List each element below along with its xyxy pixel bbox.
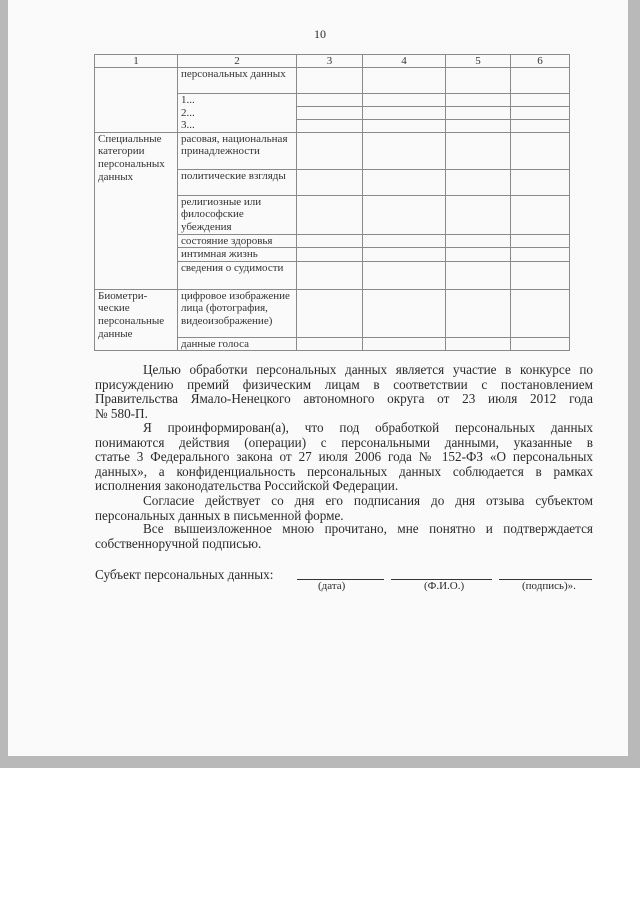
empty-cell	[511, 289, 570, 337]
empty-cell	[446, 289, 511, 337]
empty-cell	[363, 68, 446, 94]
empty-cell	[363, 132, 446, 169]
paragraph-consent	[95, 494, 593, 523]
empty-cell	[511, 234, 570, 248]
text-line: Все вышеизложенное мною прочитано, мне понятно и подтверждается	[143, 521, 593, 536]
empty-cell	[297, 68, 363, 94]
item-cell: интимная жизнь	[178, 248, 297, 262]
empty-cell	[511, 132, 570, 169]
item-cell: персональных данных	[178, 68, 297, 94]
empty-cell	[446, 68, 511, 94]
category-cell: Биометри-ческие персональные данные	[95, 289, 178, 351]
empty-cell	[511, 119, 570, 132]
item-cell: состояние здоровья	[178, 234, 297, 248]
empty-cell	[297, 337, 363, 351]
item-cell: политические взгляды	[178, 169, 297, 195]
text-line: присуждению премий физическим лицам в соответствии с постановлением	[95, 376, 593, 392]
empty-cell	[511, 107, 570, 119]
empty-cell	[297, 195, 363, 234]
empty-cell	[363, 107, 446, 119]
empty-cell	[297, 234, 363, 248]
page-number: 10	[314, 27, 326, 41]
empty-cell	[446, 248, 511, 262]
paragraph-informed	[95, 421, 593, 494]
empty-cell	[511, 337, 570, 351]
empty-cell	[446, 169, 511, 195]
empty-cell	[297, 248, 363, 262]
text-line: данных», а конфиденциальность персональных данных соблюдается в рамках	[95, 463, 593, 479]
empty-cell	[446, 94, 511, 107]
item-cell: религиозные или философские убеждения	[178, 195, 297, 234]
text-line: понимаются действия (операции) с персональными данными, указанные в	[95, 434, 593, 450]
signature-label: Субъект персональных данных:	[95, 567, 274, 582]
text-line: Я проинформирован(а), что под обработкой персональных данных	[143, 420, 593, 435]
table-row	[95, 132, 570, 169]
empty-cell	[363, 289, 446, 337]
empty-cell	[363, 234, 446, 248]
empty-cell	[511, 195, 570, 234]
text-line: персональных данных в письменной форме.	[95, 507, 344, 523]
empty-cell	[297, 107, 363, 119]
table-row	[95, 68, 570, 94]
text-line: Целью обработки персональных данных является участие в конкурсе по	[143, 362, 593, 377]
empty-cell	[363, 94, 446, 107]
text-line: Правительства Ямало-Ненецкого автономного округа от 23 июля 2012 года	[95, 391, 593, 406]
empty-cell	[363, 195, 446, 234]
signature-caption: (подпись)».	[522, 580, 576, 592]
empty-cell	[363, 119, 446, 132]
empty-cell	[446, 234, 511, 248]
empty-cell	[511, 261, 570, 289]
empty-cell	[446, 195, 511, 234]
empty-cell	[446, 337, 511, 351]
header-cell: 2	[178, 55, 297, 68]
header-cell: 5	[446, 55, 511, 68]
item-cell: расовая, национальная принадлежности	[178, 132, 297, 169]
item-cell: цифровое изображение лица (фотография, видеоизображение)	[178, 289, 297, 337]
category-cell: Специальные категории персональных данных	[95, 132, 178, 289]
empty-cell	[363, 261, 446, 289]
empty-cell	[363, 169, 446, 195]
text-line: собственноручной подписью.	[95, 535, 262, 551]
numbered-items-cell	[178, 94, 297, 133]
date-caption: (дата)	[318, 580, 346, 592]
numbered-item: 3...	[181, 119, 195, 132]
empty-cell	[297, 119, 363, 132]
empty-cell	[363, 337, 446, 351]
text-line: Согласие действует со дня его подписания до дня отзыва субъектом	[143, 493, 593, 508]
text-line: статье 3 Федерального закона от 27 июля 2006 года № 152-ФЗ «О персональных	[95, 449, 593, 464]
paragraph-confirmation	[95, 522, 593, 551]
empty-cell	[511, 248, 570, 262]
empty-cell	[297, 289, 363, 337]
personal-data-table	[94, 54, 570, 351]
item-cell: сведения о судимости	[178, 261, 297, 289]
empty-cell	[446, 119, 511, 132]
text-line: № 580-П.	[95, 405, 148, 421]
header-cell: 4	[363, 55, 446, 68]
empty-cell	[297, 94, 363, 107]
header-cell: 6	[511, 55, 570, 68]
empty-cell	[363, 248, 446, 262]
empty-cell	[446, 261, 511, 289]
empty-cell	[511, 68, 570, 94]
empty-cell	[446, 107, 511, 119]
empty-cell	[297, 132, 363, 169]
empty-cell	[511, 169, 570, 195]
empty-cell	[446, 132, 511, 169]
numbered-item: 2...	[181, 106, 195, 119]
header-cell: 3	[297, 55, 363, 68]
table-header-row	[95, 55, 570, 68]
empty-cell	[297, 261, 363, 289]
paragraph-purpose	[95, 363, 593, 421]
category-cell	[95, 68, 178, 133]
empty-cell	[297, 169, 363, 195]
table-row	[95, 289, 570, 337]
text-line: исполнения законодательства Российской Федерации.	[95, 478, 399, 493]
name-caption: (Ф.И.О.)	[424, 580, 465, 592]
numbered-item: 1...	[181, 94, 195, 106]
empty-cell	[511, 94, 570, 107]
item-cell: данные голоса	[178, 337, 297, 351]
header-cell: 1	[95, 55, 178, 68]
